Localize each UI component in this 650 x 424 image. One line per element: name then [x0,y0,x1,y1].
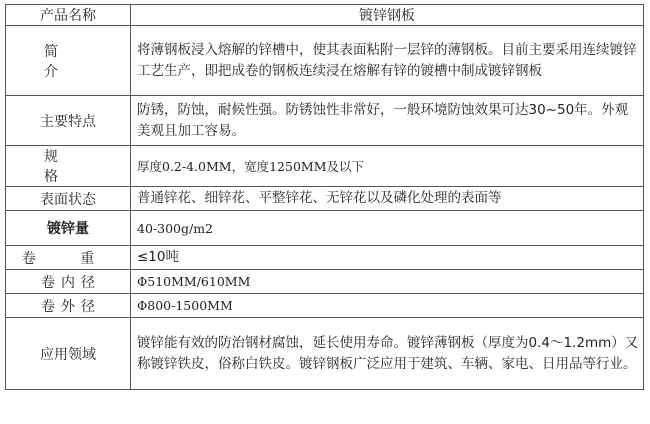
row-value-outer-dia: Φ800-1500MM [131,294,644,318]
header-name-cell: 产品名称 [6,5,131,26]
row-name-coating: 镀锌量 [6,211,131,246]
row-value-applications: 镀锌能有效的防治钢材腐蚀，延长使用寿命。镀锌薄钢板（厚度为0.4～1.2mm）又称镀锌铁皮，俗称白铁皮。镀锌钢板广泛应用于建筑、车辆、家电、日用品等行业。 [131,318,644,390]
row-value-coil-weight: ≤10吨 [131,246,644,270]
row-value-intro: 将薄钢板浸入熔解的锌槽中，使其表面粘附一层锌的薄钢板。目前主要采用连续镀锌工艺生产，即把成卷的钢板连续浸在熔解有锌的镀槽中制成镀锌钢板 [131,26,644,96]
row-name-inner-dia: 卷内径 [6,270,131,294]
product-spec-table [5,4,644,390]
table-row [6,318,644,390]
table-row [6,294,644,318]
table-row [6,211,644,246]
row-value-surface: 普通锌花、细锌花、平整锌花、无锌花以及磷化处理的表面等 [131,187,644,211]
table-header-row [6,5,644,26]
row-name-outer-dia: 卷外径 [6,294,131,318]
row-name-features: 主要特点 [6,96,131,146]
row-name-spec: 规 格 [6,146,131,187]
table-row [6,96,644,146]
table-row [6,187,644,211]
row-value-spec: 厚度0.2-4.0MM，宽度1250MM及以下 [131,146,644,187]
table-row [6,146,644,187]
table-row [6,246,644,270]
table-row [6,26,644,96]
table-row [6,270,644,294]
row-name-surface: 表面状态 [6,187,131,211]
row-value-coating: 40-300g/m2 [131,211,644,246]
row-value-inner-dia: Φ510MM/610MM [131,270,644,294]
row-name-applications: 应用领域 [6,318,131,390]
row-value-features: 防锈，防蚀，耐候性强。防锈蚀性非常好，一般环境防蚀效果可达30~50年。外观美观且加工容易。 [131,96,644,146]
header-value-cell: 镀锌钢板 [131,5,644,26]
row-name-coil-weight: 卷 重 [6,246,131,270]
row-name-intro: 简 介 [6,26,131,96]
